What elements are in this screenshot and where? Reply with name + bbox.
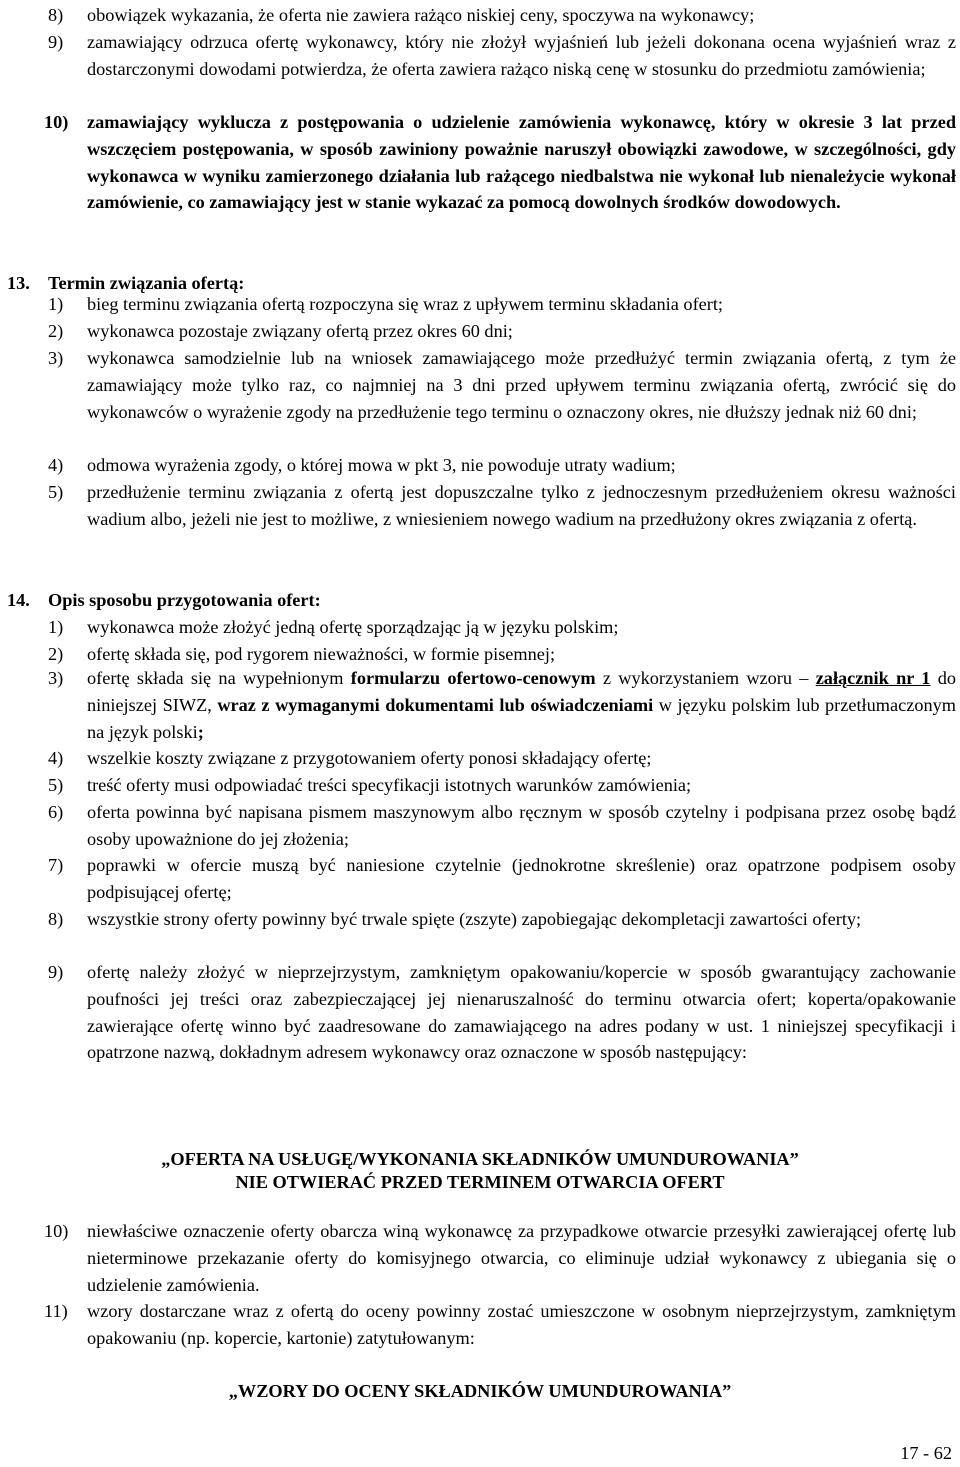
item-text: ofertę składa się, pod rygorem nieważności, w formie pisemnej; [87,644,556,664]
s13-item-1 [44,291,956,318]
item-text: treść oferty musi odpowiadać treści specyfikacji istotnych warunków zamówienia; [87,775,692,795]
text-run: z wykorzystaniem wzoru – [595,668,816,688]
section-14-heading [0,587,956,614]
item-number: 5) [48,482,64,502]
item-number: 2) [48,321,64,341]
item-text: odmowa wyrażenia zgody, o której mowa w pkt 3, nie powoduje utraty wadium; [87,455,676,475]
s14-item-4 [44,745,956,772]
section-title: Termin związania ofertą: [48,273,245,293]
s14-item-8 [44,906,956,933]
s14-item-10 [44,1218,956,1298]
item-text: wykonawca samodzielnie lub na wniosek zamawiającego może przedłużyć termin związania ofertą, z tym że zamawiający może tylko raz, co najmniej na 3 dni przed upływem terminu związania ofertą, zwrócić się do wykonawców o wyrażenie zgody na przedłużenie tego terminu o oznaczony okres, nie dłuższy jednak niż 60 dni; [87,348,956,422]
item-number: 10) [44,1221,69,1241]
section-number: 13. [7,273,30,293]
s14-item-7 [44,852,956,906]
required-documents: wraz z wymaganymi dokumentami lub oświadczeniami [217,694,654,715]
item-text: przedłużenie terminu związania z ofertą jest dopuszczalne tylko z jednoczesnym przedłużeniem okresu ważności wadium albo, jeżeli nie jest to możliwe, z wniesieniem nowego wadium na przedłużony okres związania z ofertą. [87,482,956,529]
item-number: 1) [48,294,64,314]
text-run: ofertę składa się na wypełnionym [87,668,351,688]
item-text: poprawki w ofercie muszą być naniesione czytelnie (jednokrotne skreślenie) oraz opatrzone podpisem osoby podpisującej ofertę; [87,855,956,902]
item-number: 3) [48,348,64,368]
item-number: 8) [48,909,64,929]
section-number: 14. [7,590,30,610]
item-number: 7) [48,855,64,875]
text-run: ; [197,721,204,742]
s14-item-1 [44,614,956,641]
s14-item-11 [44,1298,956,1352]
item-text: bieg terminu związania ofertą rozpoczyna się wraz z upływem terminu składania ofert; [87,294,724,314]
s14-item-5 [44,772,956,799]
section-title: Opis sposobu przygotowania ofert: [48,590,321,610]
item-text: niewłaściwe oznaczenie oferty obarcza winą wykonawcę za przypadkowe otwarcie przesyłki zawierającej ofertę lub nieterminowe przekazanie oferty do komisyjnego otwarcia, co eliminuje udział wykonawcy z ubiegania się o udzielenie zamówienia. [87,1221,956,1295]
item-number: 5) [48,775,64,795]
s13-item-5 [44,479,956,533]
s13-item-3 [44,345,956,425]
item-number: 6) [48,802,64,822]
item-number: 11) [44,1301,68,1321]
s13-item-4 [44,452,956,479]
envelope-label-line-1: „OFERTA NA USŁUGĘ/WYKONANIA SKŁADNIKÓW UMUNDUROWANIA” [161,1149,799,1169]
item-text: oferta powinna być napisana pismem maszynowym albo ręcznym w sposób czytelny i podpisana przez osobę bądź osoby upoważnione do jej złożenia; [87,802,956,849]
item-text: obowiązek wykazania, że oferta nie zawiera rażąco niskiej ceny, spoczywa na wykonawcy; [87,5,755,25]
page-number: 17 - 62 [900,1443,952,1463]
item-text: ofertę należy złożyć w nieprzejrzystym, zamkniętym opakowaniu/kopercie w sposób gwarantujący zachowanie poufności jej treści oraz zabezpieczającej jej nienaruszalność do terminu otwarcia ofert; koperta/opakowanie zawierające ofertę winno być zaadresowane do zamawiającego na adres podany w ust. 1 niniejszej specyfikacji i opatrzone nazwą, dokładnym adresem wykonawcy oraz oznaczone w sposób następujący: [87,962,956,1063]
s14-item-2 [44,641,956,668]
s14-item-9 [44,959,956,1066]
item-text: wykonawca pozostaje związany ofertą przez okres 60 dni; [87,321,513,341]
s14-item-6 [44,799,956,853]
envelope-label-line-2: NIE OTWIERAĆ PRZED TERMINEM OTWARCIA OFERT [235,1172,725,1192]
item-number: 4) [48,455,64,475]
item-number: 9) [48,962,64,982]
item-number: 10) [44,112,69,132]
item-number: 9) [48,32,64,52]
item-number: 1) [48,617,64,637]
item-text: wszystkie strony oferty powinny być trwale spięte (zszyte) zapobiegając dekompletacji zawartości oferty; [87,909,862,929]
item-text: wykonawca może złożyć jedną ofertę sporządzając ją w języku polskim; [87,617,619,637]
list-item-9 [44,29,956,83]
item-text: wszelkie koszty związane z przygotowaniem oferty ponosi składający ofertę; [87,748,652,768]
text-run: do niniejszej SIWZ, [87,668,956,715]
attachment-reference: załącznik nr 1 [815,668,931,688]
item-text [87,668,956,742]
list-item-10 [44,109,956,216]
item-number: 2) [48,644,64,664]
list-item-8 [44,2,956,29]
s13-item-2 [44,318,956,345]
text-run: w języku polskim lub przetłumaczonym na język polski [87,694,956,742]
item-number: 8) [48,5,64,25]
item-number: 3) [48,668,64,688]
samples-label: „WZORY DO OCENY SKŁADNIKÓW UMUNDUROWANIA” [228,1381,732,1401]
item-text: wzory dostarczane wraz z ofertą do oceny powinny zostać umieszczone w osobnym nieprzejrzystym, zamkniętym opakowaniu (np. kopercie, kartonie) zatytułowanym: [87,1301,956,1348]
item-number: 4) [48,748,64,768]
item-text: zamawiający wyklucza z postępowania o udzielenie zamówienia wykonawcę, który w okresie 3 lat przed wszczęciem postępowania, w sposób zawiniony poważnie naruszył obowiązki zawodowe, w szczególności, gdy wykonawca w wyniku zamierzonego działania lub rażącego niedbalstwa nie wykonał lub nienależycie wykonał zamówienie, co zamawiający jest w stanie wykazać za pomocą dowolnych środków dowodowych. [87,112,956,213]
s14-item-3 [44,665,956,745]
item-text: zamawiający odrzuca ofertę wykonawcy, który nie złożył wyjaśnień lub jeżeli dokonana ocena wyjaśnień wraz z dostarczonymi dowodami potwierdza, że oferta zawiera rażąco niską cenę w stosunku do przedmiotu zamówienia; [87,32,956,79]
form-name: formularzu ofertowo-cenowym [350,668,596,688]
